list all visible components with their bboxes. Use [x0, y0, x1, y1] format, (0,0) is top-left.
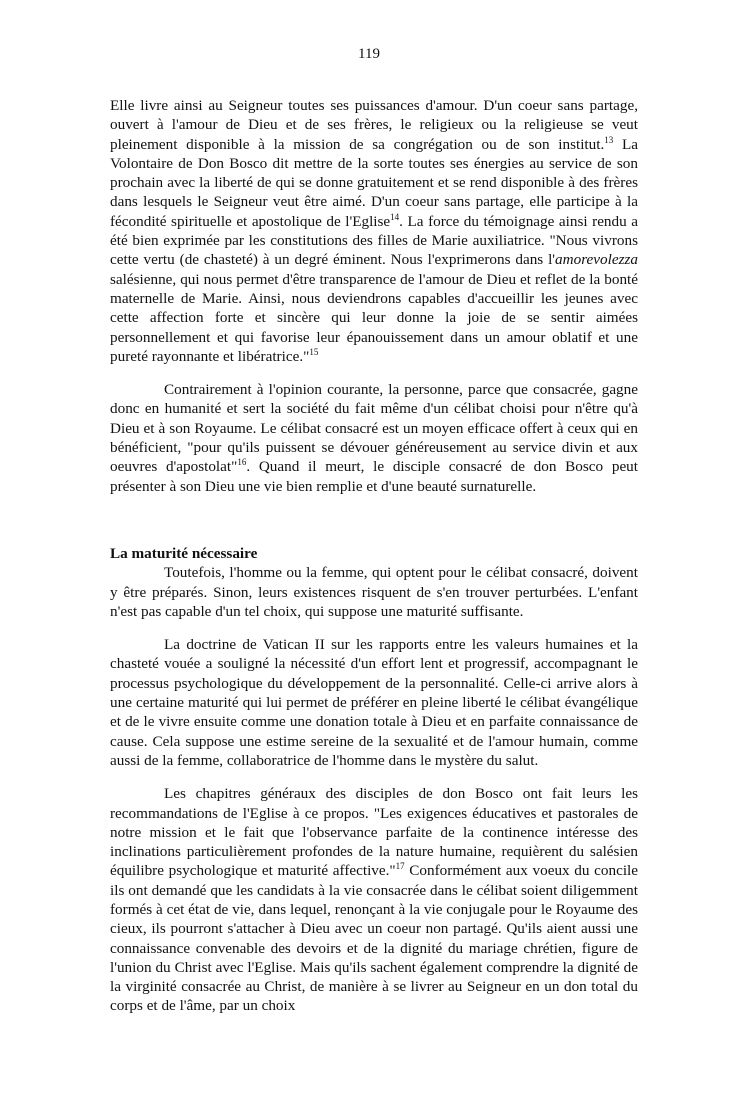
- paragraph-1-text-b: La Volontaire de Don Bosco dit mettre de la sorte toutes ses énergies au service de son prochain avec la liberté de qui se donne gratuitement et se rend disponible à des frères dans lesquels le Seigneur veut être aimé. D'un coeur sans partage, elle participe à la fécondité spirituelle et apostolique de l'Eglise: [110, 135, 638, 230]
- paragraph-2-text-a: Contrairement à l'opinion courante, la personne, parce que consacrée, gagne donc en humanité et sert la société du fait même d'un célibat choisi pour n'être qu'à Dieu et à son Royaume. Le célibat consacré est un moyen efficace offert à ceux qui en bénéficient, "pour qu'ils puissent se dévouer généreusement au service divin et aux oeuvres d'apostolat": [110, 381, 638, 476]
- body-text: [110, 96, 638, 1016]
- paragraph-1: [110, 96, 638, 366]
- footnote-ref-14: 14: [390, 211, 400, 222]
- paragraph-1-text-d: salésienne, qui nous permet d'être transparence de l'amour de Dieu et reflet de la bonté maternelle de Marie. Ainsi, nous deviendrons capables d'accueillir les jeunes avec cette affection forte et sincère qui leur donne la joie de se sentir aimées personnellement et qui favorise leur épanouissement dans un amour oblatif et une pureté rayonnante et libératrice.": [110, 270, 638, 365]
- italic-term: amorevolezza: [555, 251, 638, 269]
- paragraph-3: Toutefois, l'homme ou la femme, qui optent pour le célibat consacré, doivent y être préparés. Sinon, leurs existences risquent de s'en trouver perturbées. L'enfant n'est pas capable d'un tel choix, qui suppose une maturité suffisante.: [110, 564, 638, 620]
- paragraph-2: [110, 380, 638, 496]
- page-number: 119: [358, 46, 380, 62]
- footnote-ref-15: 15: [309, 346, 319, 357]
- paragraph-1-text-a: Elle livre ainsi au Seigneur toutes ses puissances d'amour. D'un coeur sans partage, ouvert à l'amour de Dieu et de ses frères, le religieux ou la religieuse se veut pleinement disponible à la mission de sa congrégation ou de son institut.: [110, 97, 638, 153]
- paragraph-4: La doctrine de Vatican II sur les rapports entre les valeurs humaines et la chasteté vouée a souligné la nécessité d'un effort lent et progressif, accompagnant le processus psychologique du développement de la personnalité. Celle-ci arrive alors à une certaine maturité qui lui permet de préférer en pleine liberté le célibat évangélique et de le vivre ensuite comme une donation totale à Dieu et en parfaite connaissance de cause. Cela suppose une estime sereine de la sexualité et de l'amour humain, comme aussi de la femme, collaboratrice de l'homme dans le mystère du salut.: [110, 636, 638, 769]
- paragraph-2-text-b: . Quand il meurt, le disciple consacré de don Bosco peut présenter à son Dieu une vie bien remplie et d'une beauté surnaturelle.: [110, 458, 638, 495]
- section-heading: La maturité nécessaire: [110, 544, 258, 562]
- paragraph-1-text-c: . La force du témoignage ainsi rendu a été bien exprimée par les constitutions des filles de Marie auxiliatrice. "Nous vivrons cette vertu (de chasteté) à un degré éminent. Nous l'exprimerons dans l': [110, 212, 638, 269]
- paragraph-5-text-a: Les chapitres généraux des disciples de don Bosco ont fait leurs les recommandations de l'Eglise à ce propos. "Les exigences éducatives et pastorales de notre mission et le fait que l'observance parfaite de la continence intéresse des inclinations particulièrement profondes de la nature humaine, requièrent du salésien équilibre psychologique et maturité affective.": [110, 785, 638, 880]
- footnote-ref-13: 13: [604, 134, 614, 145]
- footnote-ref-16: 16: [237, 457, 247, 468]
- paragraph-5: [110, 784, 638, 1016]
- paragraph-5-text-b: Conformément aux voeux du concile ils ont demandé que les candidats à la vie consacrée dans le célibat soient diligemment formés à cet état de vie, dans lequel, renonçant à la vie conjugale pour le Royaume des cieux, ils pourront s'attacher à Dieu avec un coeur non partagé. Qu'ils aient aussi une connaissance convenable des devoirs et de la dignité du mariage chrétien, figure de l'union du Christ avec l'Eglise. Mais qu'ils sachent également comprendre la dignité de la virginité consacrée au Christ, de manière à se livrer au Seigneur en un don total du corps et de l'âme, par un choix: [110, 862, 639, 1015]
- footnote-ref-17: 17: [395, 861, 405, 872]
